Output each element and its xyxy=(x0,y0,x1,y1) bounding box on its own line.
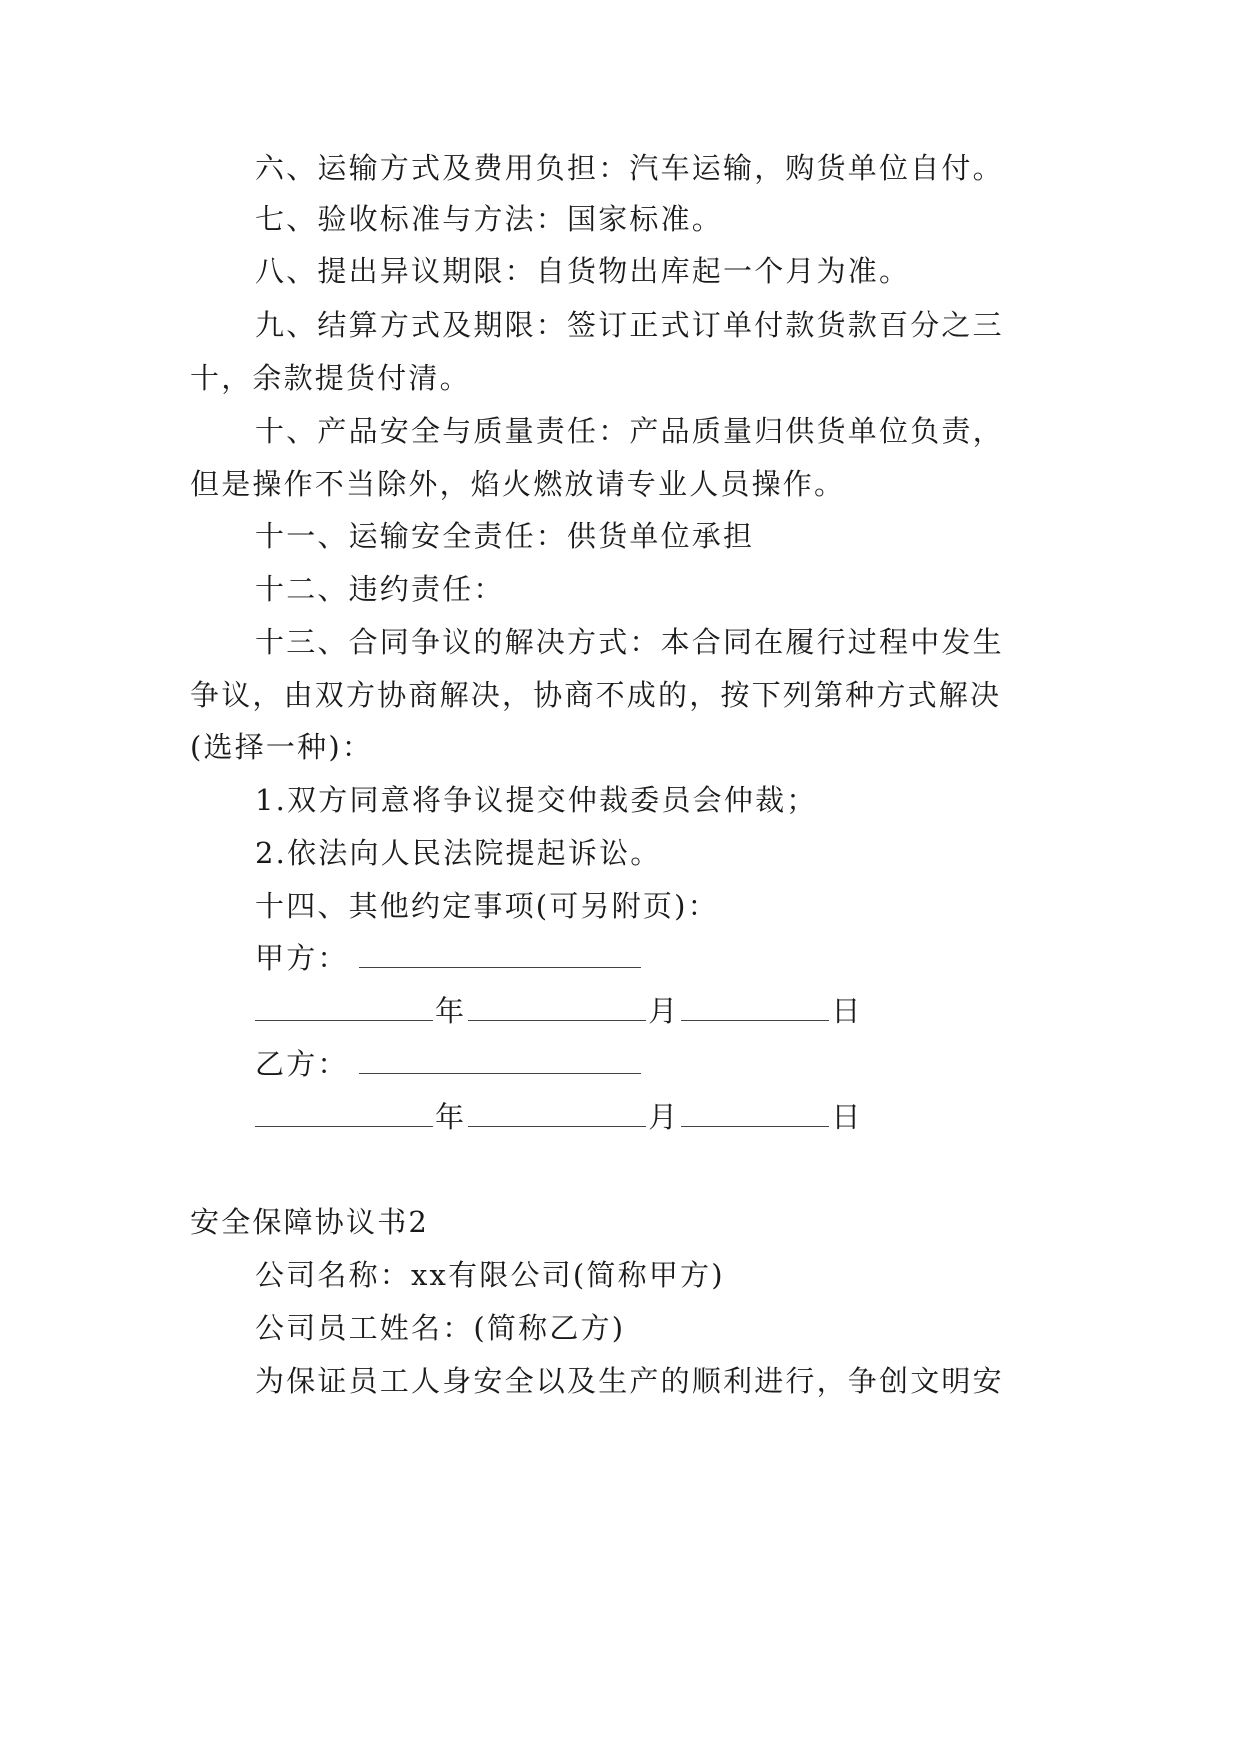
clause-13-option-2: 2.依法向人民法院提起诉讼。 xyxy=(255,836,662,870)
clause-13-line-2: 争议，由双方协商解决，协商不成的，按下列第种方式解决 xyxy=(190,678,1002,712)
party-a-date xyxy=(255,991,1155,1031)
clause-9-line-2: 十，余款提货付清。 xyxy=(190,361,471,395)
party-b-date xyxy=(255,1097,1155,1137)
clause-13-option-1: 1.双方同意将争议提交仲裁委员会仲裁； xyxy=(255,783,818,817)
party-a-day-blank[interactable] xyxy=(681,992,829,1021)
section-2-intro: 为保证员工人身安全以及生产的顺利进行，争创文明安 xyxy=(255,1364,1004,1398)
party-a-year-blank[interactable] xyxy=(255,992,433,1021)
clause-14: 十四、其他约定事项(可另附页)： xyxy=(255,889,719,923)
party-a-signature xyxy=(255,938,1155,978)
party-a-name-blank[interactable] xyxy=(359,939,641,968)
section-2-title: 安全保障协议书2 xyxy=(190,1205,430,1239)
clause-10-line-2: 但是操作不当除外，焰火燃放请专业人员操作。 xyxy=(190,467,846,501)
clause-6: 六、运输方式及费用负担：汽车运输，购货单位自付。 xyxy=(255,151,1004,185)
year-label: 年 xyxy=(435,1100,467,1134)
clause-13-line-1: 十三、合同争议的解决方式：本合同在履行过程中发生 xyxy=(255,625,1004,659)
clause-9-line-1: 九、结算方式及期限：签订正式订单付款货款百分之三 xyxy=(255,308,1004,342)
clause-10-line-1: 十、产品安全与质量责任：产品质量归供货单位负责， xyxy=(255,414,1004,448)
month-label: 月 xyxy=(648,1100,680,1134)
party-b-signature xyxy=(255,1044,1155,1084)
clause-11: 十一、运输安全责任：供货单位承担 xyxy=(255,519,755,553)
employee-name-line: 公司员工姓名：(简称乙方) xyxy=(255,1311,626,1345)
month-label: 月 xyxy=(648,994,680,1028)
year-label: 年 xyxy=(435,994,467,1028)
party-b-name-blank[interactable] xyxy=(359,1045,641,1074)
clause-13-line-3: (选择一种)： xyxy=(190,730,374,764)
party-b-day-blank[interactable] xyxy=(681,1098,829,1127)
clause-12: 十二、违约责任： xyxy=(255,572,505,606)
party-a-label: 甲方： xyxy=(255,941,349,975)
party-b-year-blank[interactable] xyxy=(255,1098,433,1127)
party-b-label: 乙方： xyxy=(255,1047,349,1081)
clause-7: 七、验收标准与方法：国家标准。 xyxy=(255,202,724,236)
party-a-month-blank[interactable] xyxy=(468,992,646,1021)
party-b-month-blank[interactable] xyxy=(468,1098,646,1127)
clause-8: 八、提出异议期限：自货物出库起一个月为准。 xyxy=(255,254,911,288)
company-name-line: 公司名称：xx有限公司(简称甲方) xyxy=(255,1258,725,1292)
day-label: 日 xyxy=(831,1100,863,1134)
day-label: 日 xyxy=(831,994,863,1028)
